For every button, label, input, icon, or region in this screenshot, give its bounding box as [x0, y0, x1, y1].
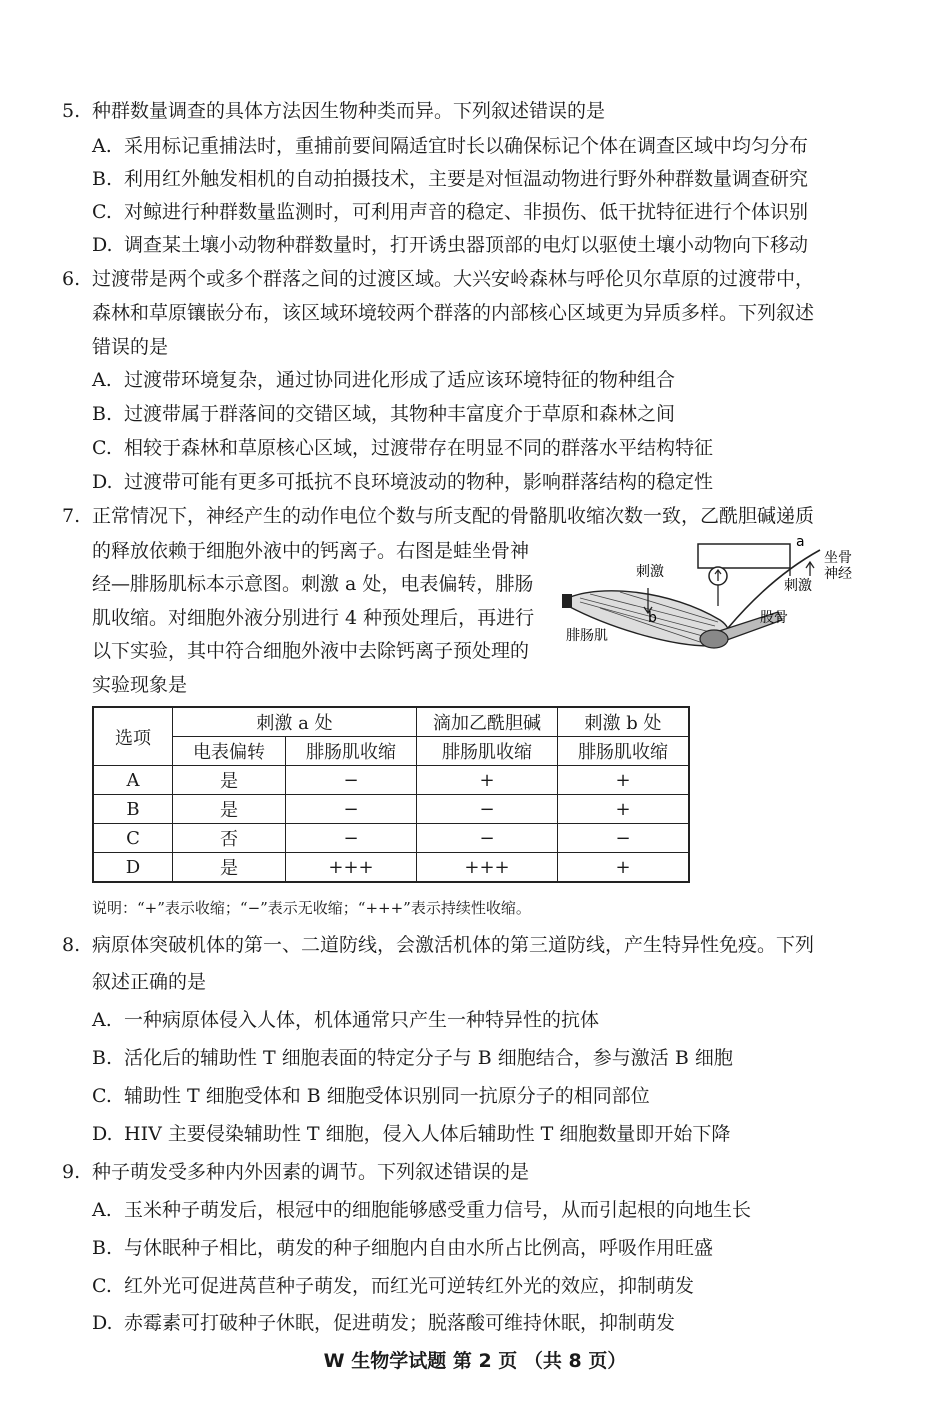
- question-5-option-a: [92, 133, 808, 159]
- stimulus-label-a: 刺激: [784, 578, 812, 594]
- table-cell: +++: [286, 853, 417, 883]
- option-text: 活化后的辅助性 T 细胞表面的特定分子与 B 细胞结合，参与激活 B 细胞: [124, 1047, 733, 1069]
- question-7-stem-line-4: 肌收缩。对细胞外液分别进行 4 种预处理后，再进行: [92, 607, 535, 629]
- option-text: 调查某土壤小动物种群数量时，打开诱虫器顶部的电灯以驱使土壤小动物向下移动: [124, 234, 809, 256]
- table-header-stim-a: 刺激 a 处: [173, 707, 417, 737]
- muscle-label: 腓肠肌: [566, 628, 608, 644]
- table-header-contract-ach: 腓肠肌收缩: [417, 737, 558, 766]
- option-label: A.: [92, 135, 112, 157]
- option-label: C.: [92, 1275, 112, 1297]
- table-cell: +: [558, 766, 690, 795]
- question-9-option-a: [92, 1197, 751, 1223]
- table-row: [93, 853, 689, 883]
- question-6-stem-line-1: 过渡带是两个或多个群落之间的过渡区域。大兴安岭森林与呼伦贝尔草原的过渡带中，: [92, 268, 815, 290]
- question-5-number: 5.: [62, 100, 81, 122]
- table-cell: A: [93, 766, 173, 795]
- table-cell: +: [558, 795, 690, 824]
- table-cell: +++: [417, 853, 558, 883]
- option-text: 玉米种子萌发后，根冠中的细胞能够感受重力信号，从而引起根的向地生长: [124, 1199, 752, 1221]
- question-5-option-d: [92, 232, 808, 258]
- question-8-option-d: [92, 1121, 730, 1147]
- question-6-option-c: [92, 435, 713, 461]
- knee-joint: [700, 630, 728, 648]
- table-cell: −: [286, 795, 417, 824]
- table-cell: −: [417, 824, 558, 853]
- stimulus-label-b: 刺激: [636, 564, 664, 580]
- question-9-option-b: [92, 1235, 713, 1261]
- question-7-stem-line-2: 的释放依赖于细胞外液中的钙离子。右图是蛙坐骨神: [92, 540, 530, 562]
- option-text: 一种病原体侵入人体，机体通常只产生一种特异性的抗体: [124, 1009, 600, 1031]
- table-cell: 是: [173, 766, 286, 795]
- point-a-label: a: [796, 534, 805, 550]
- table-cell: C: [93, 824, 173, 853]
- question-8-option-c: [92, 1083, 650, 1109]
- table-cell: +: [417, 766, 558, 795]
- option-text: 过渡带环境复杂，通过协同进化形成了适应该环境特征的物种组合: [124, 369, 676, 391]
- table-header-contract-a: 腓肠肌收缩: [286, 737, 417, 766]
- question-6-option-b: [92, 401, 675, 427]
- point-b-label: b: [648, 610, 657, 626]
- option-text: 相较于森林和草原核心区域，过渡带存在明显不同的群落水平结构特征: [124, 437, 714, 459]
- question-6-stem-line-2: 森林和草原镶嵌分布，该区域环境较两个群落的内部核心区域更为异质多样。下列叙述: [92, 302, 815, 324]
- option-label: C.: [92, 1085, 112, 1107]
- table-cell: 是: [173, 795, 286, 824]
- question-6-stem-line-3: 错误的是: [92, 336, 169, 358]
- option-text: HIV 主要侵染辅助性 T 细胞，侵入人体后辅助性 T 细胞数量即开始下降: [124, 1123, 731, 1145]
- option-label: A.: [92, 1009, 112, 1031]
- option-label: D.: [92, 1312, 113, 1334]
- option-label: B.: [92, 1047, 113, 1069]
- question-9-option-c: [92, 1273, 694, 1299]
- option-text: 利用红外触发相机的自动拍摄技术，主要是对恒温动物进行野外种群数量调查研究: [124, 168, 809, 190]
- table-cell: −: [417, 795, 558, 824]
- question-6-option-a: [92, 367, 675, 393]
- option-text: 过渡带可能有更多可抵抗不良环境波动的物种，影响群落结构的稳定性: [124, 471, 714, 493]
- option-label: A.: [92, 369, 112, 391]
- table-cell: −: [286, 766, 417, 795]
- table-header-ach: 滴加乙酰胆碱: [417, 707, 558, 737]
- option-label: C.: [92, 437, 112, 459]
- table-row: [93, 795, 689, 824]
- option-text: 与休眠种子相比，萌发的种子细胞内自由水所占比例高，呼吸作用旺盛: [124, 1237, 714, 1259]
- question-5-option-b: [92, 166, 808, 192]
- femur-label: 股骨: [760, 610, 788, 626]
- question-6-number: 6.: [62, 268, 81, 290]
- question-9-number: 9.: [62, 1161, 81, 1183]
- question-9-stem: 种子萌发受多种内外因素的调节。下列叙述错误的是: [92, 1161, 530, 1183]
- option-label: B.: [92, 1237, 113, 1259]
- option-label: B.: [92, 403, 113, 425]
- table-header-meter: 电表偏转: [173, 737, 286, 766]
- option-label: A.: [92, 1199, 112, 1221]
- table-row: [93, 766, 689, 795]
- option-text: 红外光可促进莴苣种子萌发，而红光可逆转红外光的效应，抑制萌发: [124, 1275, 695, 1297]
- option-label: D.: [92, 471, 113, 493]
- option-text: 辅助性 T 细胞受体和 B 细胞受体识别同一抗原分子的相同部位: [124, 1085, 650, 1107]
- question-8-option-b: [92, 1045, 733, 1071]
- question-8-stem-line-2: 叙述正确的是: [92, 971, 207, 993]
- option-text: 过渡带属于群落间的交错区域，其物种丰富度介于草原和森林之间: [124, 403, 676, 425]
- table-header-option: 选项: [93, 707, 173, 766]
- option-text: 赤霉素可打破种子休眠，促进萌发；脱落酸可维持休眠，抑制萌发: [124, 1312, 676, 1334]
- question-5-stem: 种群数量调查的具体方法因生物种类而异。下列叙述错误的是: [92, 100, 606, 122]
- table-cell: 是: [173, 853, 286, 883]
- question-5-option-c: [92, 199, 808, 225]
- table-cell: −: [286, 824, 417, 853]
- question-8-option-a: [92, 1007, 599, 1033]
- option-label: C.: [92, 201, 112, 223]
- question-9-option-d: [92, 1310, 675, 1336]
- nerve-muscle-diagram: [560, 532, 860, 664]
- option-label: D.: [92, 234, 113, 256]
- table-cell: +: [558, 853, 690, 883]
- table-row: [93, 824, 689, 853]
- question-7-stem-line-5: 以下实验，其中符合细胞外液中去除钙离子预处理的: [92, 640, 530, 662]
- table-cell: D: [93, 853, 173, 883]
- question-7-number: 7.: [62, 505, 81, 527]
- table-cell: −: [558, 824, 690, 853]
- experiment-table: [92, 706, 690, 883]
- option-label: D.: [92, 1123, 113, 1145]
- option-text: 对鲸进行种群数量监测时，可利用声音的稳定、非损伤、低干扰特征进行个体识别: [124, 201, 809, 223]
- question-7-stem-line-1: 正常情况下，神经产生的动作电位个数与所支配的骨骼肌收缩次数一致，乙酰胆碱递质: [92, 505, 815, 527]
- option-label: B.: [92, 168, 113, 190]
- question-7-stem-line-6: 实验现象是: [92, 674, 188, 696]
- question-8-stem-line-1: 病原体突破机体的第一、二道防线，会激活机体的第三道防线，产生特异性免疫。下列: [92, 934, 815, 956]
- question-7-stem-line-3: 经—腓肠肌标本示意图。刺激 a 处，电表偏转，腓肠: [92, 573, 534, 595]
- table-note: 说明：“+”表示收缩；“−”表示无收缩；“+++”表示持续性收缩。: [92, 899, 531, 917]
- tendon: [562, 594, 572, 608]
- meter-circuit: [698, 544, 790, 568]
- option-text: 采用标记重捕法时，重捕前要间隔适宜时长以确保标记个体在调查区域中均匀分布: [124, 135, 809, 157]
- table-header-stim-b: 刺激 b 处: [558, 707, 690, 737]
- sciatic-label-1: 坐骨: [824, 550, 852, 566]
- table-cell: B: [93, 795, 173, 824]
- table-header-contract-b: 腓肠肌收缩: [558, 737, 690, 766]
- sciatic-label-2: 神经: [824, 566, 852, 582]
- page-footer: W 生物学试题 第 2 页 （共 8 页）: [323, 1350, 627, 1372]
- question-8-number: 8.: [62, 934, 81, 956]
- question-6-option-d: [92, 469, 713, 495]
- table-cell: 否: [173, 824, 286, 853]
